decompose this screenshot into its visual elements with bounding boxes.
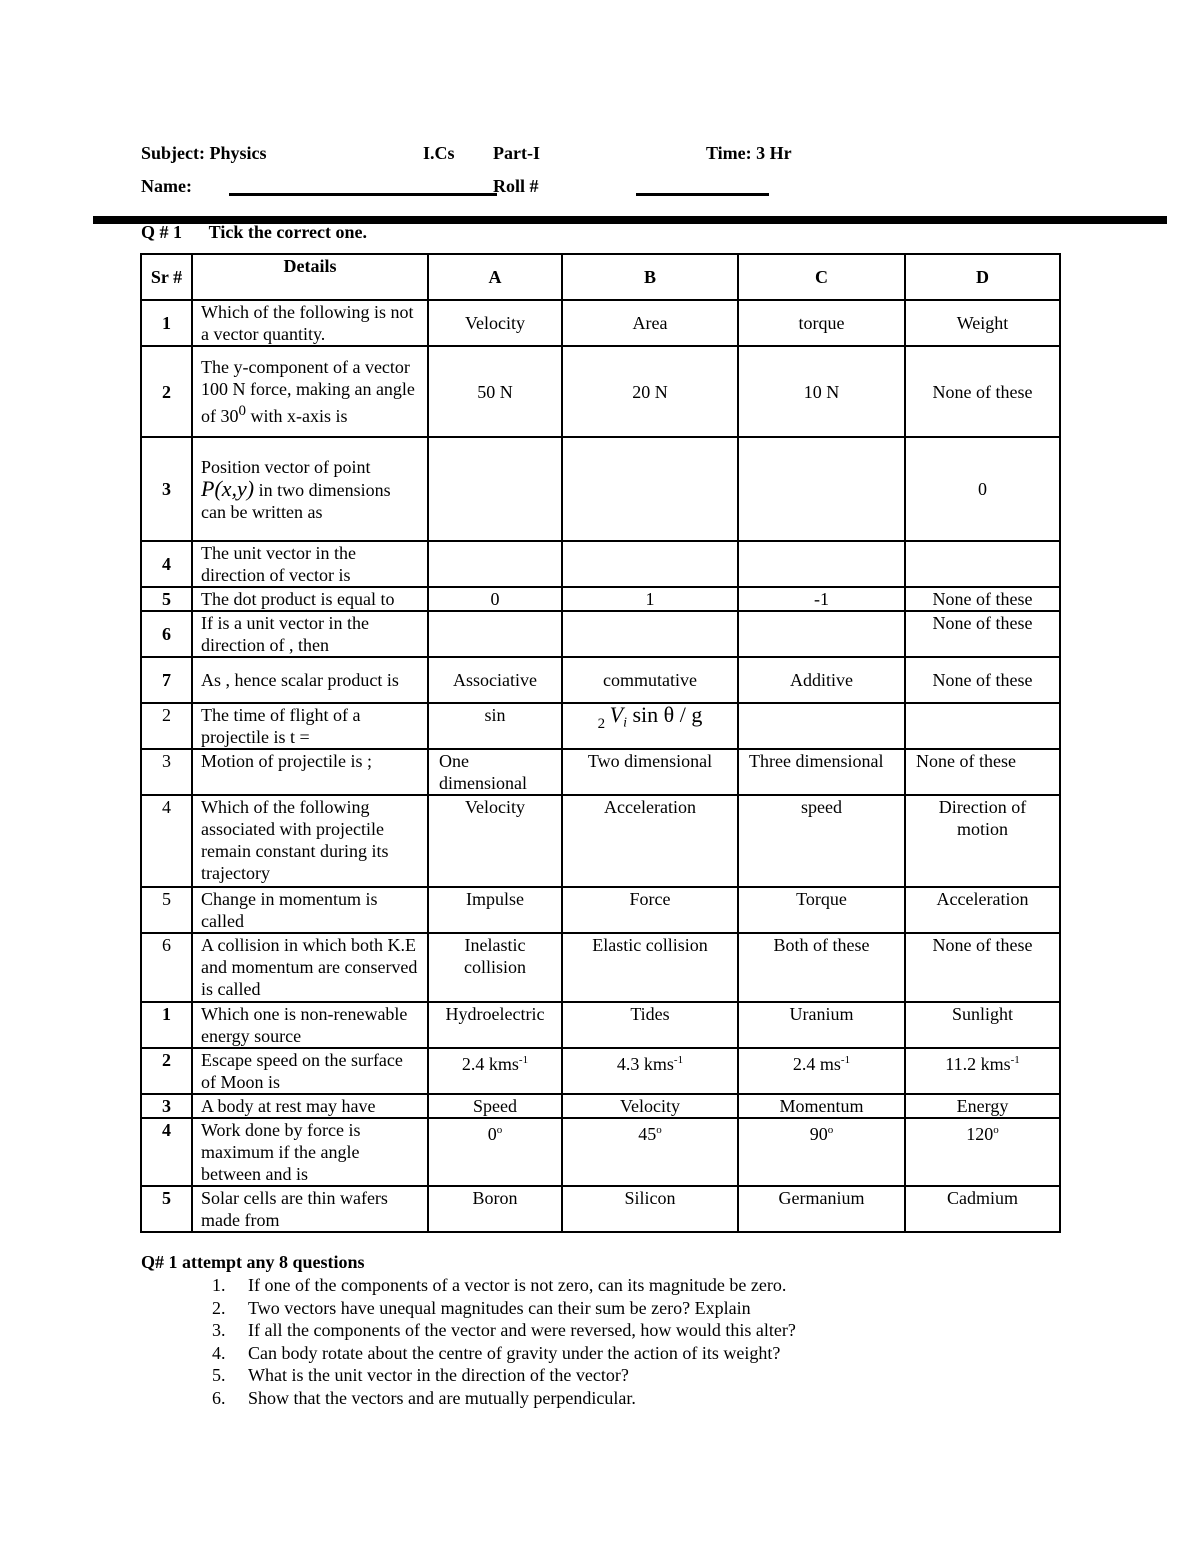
option-d: Weight (905, 300, 1060, 346)
option-c: 90$^o$ (738, 1118, 905, 1186)
table-row (141, 749, 1060, 795)
subject-label: Subject: Physics (141, 143, 267, 163)
option-b: Acceleration (562, 795, 738, 887)
list-item: 6. Show that the vectors and are mutually perpendicular. (212, 1387, 636, 1408)
option-d: 120$^o$ (905, 1118, 1060, 1186)
table-row (141, 1094, 1060, 1118)
option-d: Sunlight (905, 1002, 1060, 1048)
option-d: Direction of motion (905, 795, 1060, 887)
roll-blank-line (636, 193, 769, 196)
col-header-d: D (905, 254, 1060, 300)
option-d: 0 (905, 437, 1060, 541)
name-label: Name: (141, 176, 192, 196)
option-b: Two dimensional (562, 749, 738, 795)
option-a: Hydroelectric (428, 1002, 562, 1048)
list-item: 4. Can body rotate about the centre of gravity under the action of its weight? (212, 1342, 781, 1363)
table-row (141, 1118, 1060, 1186)
table-row (141, 1048, 1060, 1094)
row-question: Which of the following associated with projectile remain constant during its trajectory (192, 795, 428, 887)
table-row (141, 541, 1060, 587)
row-question: The unit vector in the direction of vector is (192, 541, 428, 587)
option-b: Silicon (562, 1186, 738, 1232)
row-question: Which of the following is not a vector quantity. (192, 300, 428, 346)
row-sr: 5 (141, 587, 192, 611)
row-question: The y-component of a vector 100 N force, making an angle of $30^0$ with x-axis is (192, 346, 428, 437)
row-sr: 5 (141, 1186, 192, 1232)
table-row (141, 587, 1060, 611)
q1-title: Q # 1 Tick the correct one. (141, 222, 367, 242)
row-sr: 4 (141, 1118, 192, 1186)
option-b: 1 (562, 587, 738, 611)
row-question: A collision in which both K.E and momentum are conserved is called (192, 933, 428, 1002)
name-blank-line (229, 193, 497, 196)
option-b: 4.3 kms$^{-1}$ (562, 1048, 738, 1094)
option-b: 20 N (562, 346, 738, 437)
option-d (905, 541, 1060, 587)
row-sr: 5 (141, 887, 192, 933)
option-c: Three dimensional (738, 749, 905, 795)
option-d: None of these (905, 346, 1060, 437)
row-question: The time of flight of a projectile is t = (192, 703, 428, 749)
row-question: If is a unit vector in the direction of , then (192, 611, 428, 657)
row-question: Motion of projectile is ; (192, 749, 428, 795)
row-question: Position vector of point P(x,y) in two dimensions can be written as (192, 437, 428, 541)
option-b: Force (562, 887, 738, 933)
option-a: Velocity (428, 795, 562, 887)
option-a: Boron (428, 1186, 562, 1232)
row-question: The dot product is equal to (192, 587, 428, 611)
option-d: 11.2 kms$^{-1}$ (905, 1048, 1060, 1094)
table-row (141, 1002, 1060, 1048)
class-label: I.Cs (423, 143, 455, 163)
option-b: Velocity (562, 1094, 738, 1118)
table-row (141, 657, 1060, 703)
option-a: 0$^o$ (428, 1118, 562, 1186)
row-sr: 4 (141, 541, 192, 587)
row-sr: 4 (141, 795, 192, 887)
option-b: commutative (562, 657, 738, 703)
row-sr: 2 (141, 1048, 192, 1094)
row-question: Change in momentum is called (192, 887, 428, 933)
option-c: 2.4 $ms^{-1}$ (738, 1048, 905, 1094)
option-d: None of these (905, 611, 1060, 657)
roll-label: Roll # (493, 176, 539, 196)
row-sr: 3 (141, 749, 192, 795)
part-label: Part-I (493, 143, 540, 163)
row-question: Solar cells are thin wafers made from (192, 1186, 428, 1232)
option-c: Additive (738, 657, 905, 703)
option-a: Speed (428, 1094, 562, 1118)
table-row (141, 346, 1060, 437)
option-d: Cadmium (905, 1186, 1060, 1232)
short-question-list (212, 1274, 796, 1410)
option-a: Inelastic collision (428, 933, 562, 1002)
option-c: Uranium (738, 1002, 905, 1048)
option-c (738, 437, 905, 541)
option-a: Impulse (428, 887, 562, 933)
option-d: None of these (905, 933, 1060, 1002)
table-row (141, 933, 1060, 1002)
option-b: Area (562, 300, 738, 346)
option-a: 50 N (428, 346, 562, 437)
option-c (738, 541, 905, 587)
option-a: 2.4 kms$^{-1}$ (428, 1048, 562, 1094)
option-a: Velocity (428, 300, 562, 346)
col-header-b: B (562, 254, 738, 300)
row-question: A body at rest may have (192, 1094, 428, 1118)
row-question: Which one is non-renewable energy source (192, 1002, 428, 1048)
option-a: One dimensional (428, 749, 562, 795)
row-sr: 1 (141, 300, 192, 346)
option-a: sin (428, 703, 562, 749)
list-item: 5. What is the unit vector in the direction of the vector? (212, 1365, 629, 1386)
option-b (562, 541, 738, 587)
col-header-details: Details (192, 254, 428, 300)
row-sr: 3 (141, 437, 192, 541)
row-sr: 3 (141, 1094, 192, 1118)
option-d: None of these (905, 657, 1060, 703)
table-row (141, 703, 1060, 749)
list-item: 3. If all the components of the vector and were reversed, how would this alter? (212, 1320, 796, 1341)
option-c: Both of these (738, 933, 905, 1002)
option-b: 45$^o$ (562, 1118, 738, 1186)
option-b: Elastic collision (562, 933, 738, 1002)
option-c (738, 611, 905, 657)
option-c: Torque (738, 887, 905, 933)
row-sr: 6 (141, 933, 192, 1002)
option-a (428, 541, 562, 587)
option-b (562, 611, 738, 657)
row-question: Escape speed on the surface of Moon is (192, 1048, 428, 1094)
row-question: Work done by force is maximum if the angle between and is (192, 1118, 428, 1186)
table-row (141, 1186, 1060, 1232)
option-d: None of these (905, 587, 1060, 611)
table-row (141, 611, 1060, 657)
row-sr: 2 (141, 346, 192, 437)
option-b: Tides (562, 1002, 738, 1048)
list-item: 2. Two vectors have unequal magnitudes can their sum be zero? Explain (212, 1297, 751, 1318)
q2-title: Q# 1 attempt any 8 questions (141, 1252, 365, 1272)
option-c: 10 N (738, 346, 905, 437)
option-a (428, 611, 562, 657)
table-row (141, 300, 1060, 346)
option-d: Acceleration (905, 887, 1060, 933)
option-c: speed (738, 795, 905, 887)
option-c: -1 (738, 587, 905, 611)
option-c: Momentum (738, 1094, 905, 1118)
option-a: 0 (428, 587, 562, 611)
option-d: None of these (905, 749, 1060, 795)
option-c: torque (738, 300, 905, 346)
degree-superscript: 0 (238, 403, 246, 419)
option-a: Associative (428, 657, 562, 703)
row-question: As , hence scalar product is (192, 657, 428, 703)
row-sr: 6 (141, 611, 192, 657)
option-a (428, 437, 562, 541)
col-header-a: A (428, 254, 562, 300)
option-d (905, 703, 1060, 749)
time-label: Time: 3 Hr (706, 143, 792, 163)
option-c: Germanium (738, 1186, 905, 1232)
option-b: $_2$ $V_i$ sin θ / g (562, 703, 738, 749)
option-c (738, 703, 905, 749)
option-b (562, 437, 738, 541)
col-header-c: C (738, 254, 905, 300)
mcq-table (140, 253, 1061, 1233)
col-header-sr: Sr # (141, 254, 192, 300)
option-d: Energy (905, 1094, 1060, 1118)
table-header-row (141, 254, 1060, 300)
table-row (141, 887, 1060, 933)
table-row (141, 437, 1060, 541)
row-sr: 2 (141, 703, 192, 749)
row-sr: 1 (141, 1002, 192, 1048)
row-sr: 7 (141, 657, 192, 703)
list-item: 1. If one of the components of a vector is not zero, can its magnitude be zero. (212, 1275, 787, 1295)
point-formula: P(x,y) (201, 475, 255, 501)
table-row (141, 795, 1060, 887)
